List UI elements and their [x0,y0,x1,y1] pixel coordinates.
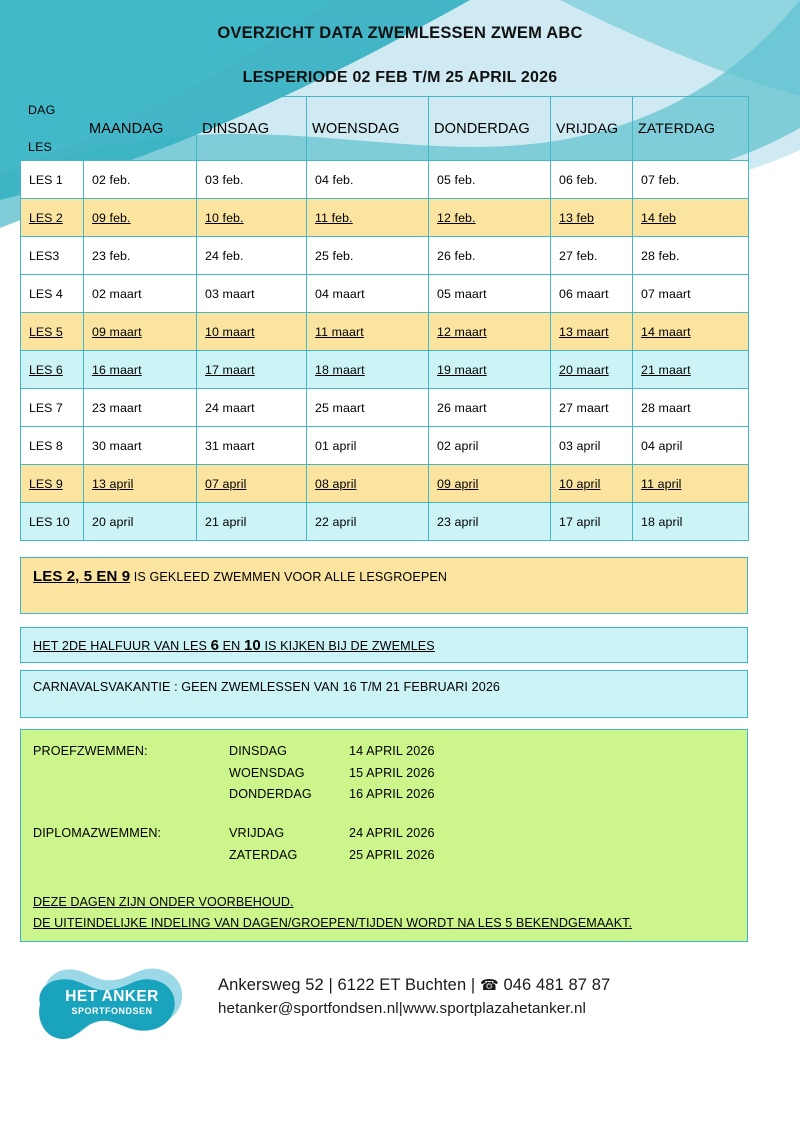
date-cell: 27 feb. [551,237,633,275]
phone-icon: ☎ [479,977,499,994]
lesson-label: LES 6 [29,362,63,377]
schedule-table-wrapper [20,96,748,541]
date-cell: 04 maart [307,275,429,313]
date-cell [429,351,551,389]
date-text: 20 maart [559,362,609,377]
date-cell [197,351,307,389]
lesson-label-cell: LES 8 [21,427,84,465]
date-cell: 23 april [429,503,551,541]
date-cell: 02 maart [84,275,197,313]
date-cell: 22 april [307,503,429,541]
date-text: 10 feb. [205,210,244,225]
date-cell: 17 april [551,503,633,541]
note-kijken-les6: 6 [210,637,220,654]
date-cell [84,351,197,389]
day-header-dinsdag: DINSDAG [197,97,307,161]
date-cell [197,465,307,503]
logo-blob-icon [22,960,202,1045]
day-header-vrijdag: VRIJDAG [551,97,633,161]
date-cell: 06 feb. [551,161,633,199]
note-carnavalsvakantie [20,670,748,718]
date-cell: 24 feb. [197,237,307,275]
date-cell: 02 april [429,427,551,465]
table-row [21,161,749,199]
logo-subtitle: SPORTFONDSEN [71,1006,153,1017]
date-cell: 28 feb. [633,237,749,275]
date-cell: 04 april [633,427,749,465]
het-anker-logo [22,960,202,1045]
date-cell: 07 feb. [633,161,749,199]
date-cell [84,199,197,237]
date-cell [551,351,633,389]
date-cell: 25 feb. [307,237,429,275]
date-text: 13 maart [559,324,609,339]
table-row [21,199,749,237]
table-body [21,161,749,541]
contact-phone: 046 481 87 87 [498,976,611,994]
date-text: 12 maart [437,324,487,339]
date-cell: 26 maart [429,389,551,427]
diplomazwemmen-date-2: 25 APRIL 2026 [349,847,435,862]
date-cell: 02 feb. [84,161,197,199]
schedule-table [20,96,749,541]
date-text: 08 april [315,476,357,491]
table-row [21,389,749,427]
diplomazwemmen-row-1 [33,823,735,845]
zwemexamens-gap [33,806,735,823]
date-cell: 23 feb. [84,237,197,275]
date-cell: 07 maart [633,275,749,313]
date-text: 18 maart [315,362,365,377]
date-cell: 05 maart [429,275,551,313]
date-cell: 30 maart [84,427,197,465]
proefzwemmen-row-2 [33,763,735,785]
date-cell: 18 april [633,503,749,541]
proefzwemmen-spacer-2 [33,763,229,785]
corner-divider [47,128,83,129]
date-cell: 21 april [197,503,307,541]
date-cell [551,313,633,351]
note-gekleed-zwemmen [20,557,748,614]
date-text: 10 maart [205,324,255,339]
date-text: 14 maart [641,324,691,339]
diplomazwemmen-label: DIPLOMAZWEMMEN: [33,825,162,840]
date-cell [307,313,429,351]
day-header-donderdag: DONDERDAG [429,97,551,161]
table-row [21,237,749,275]
corner-header-cell [21,97,84,161]
date-text: 13 feb [559,210,595,225]
date-cell: 03 april [551,427,633,465]
lesson-label-cell [21,465,84,503]
proefzwemmen-day-1: DINSDAG [229,744,288,758]
note-kijken-line [33,637,735,656]
date-cell: 03 feb. [197,161,307,199]
date-text: 10 april [559,476,601,491]
date-cell [633,199,749,237]
date-text: 19 maart [437,362,487,377]
page-title: OVERZICHT DATA ZWEMLESSEN ZWEM ABC [217,24,583,42]
date-cell [307,199,429,237]
note-gekleed-text: IS GEKLEED ZWEMMEN VOOR ALLE LESGROEPEN [130,570,448,584]
date-text: 13 april [92,476,134,491]
page-subtitle: LESPERIODE 02 FEB T/M 25 APRIL 2026 [242,69,558,86]
note-kijken-zwemles [20,627,748,663]
date-cell [197,313,307,351]
date-cell: 24 maart [197,389,307,427]
date-cell [633,351,749,389]
proefzwemmen-label: PROEFZWEMMEN: [33,744,148,758]
date-cell [633,465,749,503]
note-gekleed-line [33,568,735,587]
lesson-label-cell: LES 4 [21,275,84,313]
date-cell [633,313,749,351]
proefzwemmen-day-2: WOENSDAG [229,765,305,780]
day-header-maandag: MAANDAG [84,97,197,161]
date-cell [307,351,429,389]
table-row [21,427,749,465]
date-cell [429,465,551,503]
note-kijken-les10: 10 [243,637,261,654]
date-text: 12 feb. [437,210,476,225]
table-head [21,97,749,161]
date-text: 11 feb. [315,210,353,225]
lesson-label: LES 9 [29,476,63,491]
date-text: 09 feb. [92,210,131,225]
note-zwemexamens [20,729,748,942]
corner-label-les: LES [28,140,53,154]
lesson-label: LES 2 [29,210,63,225]
diplomazwemmen-row-2 [33,845,735,867]
lesson-label-cell [21,313,84,351]
contact-address-line [218,973,758,998]
date-cell: 03 maart [197,275,307,313]
date-text: 11 maart [315,324,364,339]
zwemexamens-footnotes [33,892,735,934]
date-cell [551,199,633,237]
proefzwemmen-spacer-3 [33,784,229,806]
day-header-zaterdag: ZATERDAG [633,97,749,161]
proefzwemmen-date-1: 14 APRIL 2026 [349,744,435,758]
logo-name: HET ANKER [65,987,159,1005]
diplomazwemmen-date-1: 24 APRIL 2026 [349,825,435,840]
date-text: 14 feb [641,210,677,225]
date-cell: 28 maart [633,389,749,427]
table-row [21,275,749,313]
lesson-label-cell: LES 1 [21,161,84,199]
date-cell: 20 april [84,503,197,541]
proefzwemmen-date-3: 16 APRIL 2026 [349,787,435,802]
date-cell [551,465,633,503]
date-cell [84,313,197,351]
date-cell: 06 maart [551,275,633,313]
lesson-label-cell [21,351,84,389]
note-carnaval-line: CARNAVALSVAKANTIE : GEEN ZWEMLESSEN VAN 16 T/M 21 FEBRUARI 2026 [33,680,501,694]
date-cell: 25 maart [307,389,429,427]
table-row [21,503,749,541]
lesson-label-cell: LES 10 [21,503,84,541]
page-footer [0,955,800,1075]
proefzwemmen-day-3: DONDERDAG [229,787,312,802]
day-header-woensdag: WOENSDAG [307,97,429,161]
date-text: 09 maart [92,324,142,339]
date-cell [429,199,551,237]
date-text: 09 april [437,476,479,491]
table-row [21,351,749,389]
note-kijken-part3: IS KIJKEN BIJ DE ZWEMLES [260,639,435,653]
date-cell: 04 feb. [307,161,429,199]
poster-titles [0,0,800,87]
contact-address: Ankersweg 52 | 6122 ET Buchten | [218,976,480,994]
note-kijken-part2: EN [219,639,244,653]
date-cell [307,465,429,503]
footnote-indeling: DE UITEINDELIJKE INDELING VAN DAGEN/GROEPEN/TIJDEN WORDT NA LES 5 BEKENDGEMAAKT. [33,916,633,931]
date-text: 11 april [641,476,682,491]
proefzwemmen-row-1 [33,741,735,763]
table-row [21,313,749,351]
note-gekleed-lessons: LES 2, 5 EN 9 [33,568,131,585]
date-cell: 01 april [307,427,429,465]
date-text: 16 maart [92,362,142,377]
date-cell [197,199,307,237]
contact-block [218,973,758,1021]
date-cell [429,313,551,351]
date-text: 07 april [205,476,247,491]
date-cell: 31 maart [197,427,307,465]
note-kijken-part1: HET 2DE HALFUUR VAN LES [33,639,211,653]
date-cell: 27 maart [551,389,633,427]
lesson-label-cell: LES 7 [21,389,84,427]
date-text: 21 maart [641,362,691,377]
diplomazwemmen-day-1: VRIJDAG [229,825,285,840]
contact-web-line: hetanker@sportfondsen.nl|www.sportplazahetanker.nl [218,999,586,1017]
table-header-row [21,97,749,161]
table-row [21,465,749,503]
zwemexamens-inner [21,730,747,934]
diplomazwemmen-spacer-2 [33,845,229,867]
lesson-label-cell [21,199,84,237]
proefzwemmen-row-3 [33,784,735,806]
lesson-label: LES 5 [29,324,63,339]
date-cell: 26 feb. [429,237,551,275]
proefzwemmen-date-2: 15 APRIL 2026 [349,765,435,780]
corner-label-dag: DAG [28,103,56,117]
date-cell: 23 maart [84,389,197,427]
diplomazwemmen-day-2: ZATERDAG [229,847,298,862]
lesson-label-cell: LES3 [21,237,84,275]
date-text: 17 maart [205,362,255,377]
footnote-voorbehoud: DEZE DAGEN ZIJN ONDER VOORBEHOUD. [33,895,294,910]
date-cell: 05 feb. [429,161,551,199]
date-cell [84,465,197,503]
